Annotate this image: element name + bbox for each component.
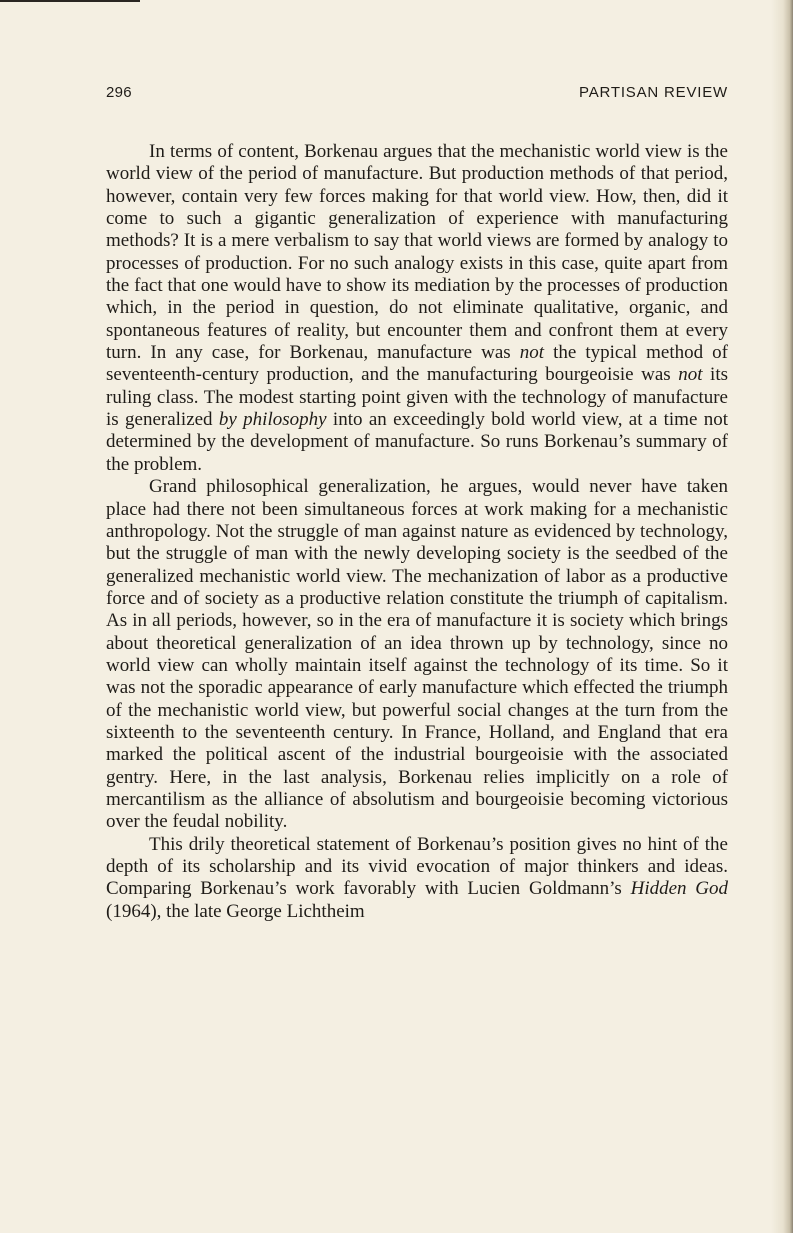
book-title: Hidden God [630, 878, 729, 900]
text-span: Grand philosophical generalization, he argues, would never have taken place had there not been simultaneous forces at work making for a mechanistic anthropology. Not the struggle of man against nature as evidenced by technology, but the struggle of man with the newly developing society is the seedbed of the generalized mechanistic world view. The mechanization of labor as a productive force and of society as a productive relation constitute the triumph of capitalism. As in all periods, however, so in the era of manufacture it is society which brings about theoretical generalization of an idea thrown up by technology, since no world view can wholly maintain itself against the technology of its time. So it was not the sporadic appearance of early manufacture which effected the triumph of the mechanistic world view, but powerful social changes at the turn from the sixteenth to the seventeenth century. In France, Holland, and England that era marked the political ascent of the industrial bourgeoisie with the associated gentry. Here, in the last analysis, Borkenau relies implicitly on a role of mercantilism as the alliance of absolutism and bourgeoisie becoming victorious over the feudal nobility. [106, 476, 728, 833]
text-span: In terms of content, Borkenau argues that the mechanistic world view is the world view of the period of manufacture. But production methods of that period, however, contain very few forces making for that world view. How, then, did it come to such a gigantic generalization of experience with manufacturing methods? It is a mere verbalism to say that world views are formed by analogy to processes of production. For no such analogy exists in this case, quite apart from the fact that one would have to show its mediation by the processes of production which, in the period in question, do not eliminate qualitative, organic, and spontaneous features of reality, but encounter them and confront them at every turn. In any case, for Borkenau, manufacture was [106, 141, 728, 364]
running-head: PARTISAN REVIEW [579, 84, 728, 101]
text-span: into an exceedingly bold world view, at a time not determined by the development of manufacture. So runs Borkenau’s summary of the problem. [106, 409, 728, 475]
italic-emphasis: not [519, 342, 545, 364]
italic-emphasis: not [678, 364, 703, 386]
text-span: (1964), the late George Lichtheim [106, 900, 365, 922]
paragraph-1 [106, 141, 728, 476]
page-number: 296 [106, 84, 132, 101]
paragraph-3 [106, 834, 728, 923]
page-header [106, 84, 728, 104]
text-span: its ruling class. The modest starting point given with the technology of manufacture is generalized [106, 364, 729, 431]
text-span: This drily theoretical statement of Borkenau’s position gives no hint of the depth of its scholarship and its vivid evocation of major thinkers and ideas. Comparing Borkenau’s work favorably with Lucien Goldmann’s [106, 833, 728, 900]
italic-emphasis: by philosophy [218, 409, 327, 431]
book-spine-shadow [771, 0, 793, 1233]
body-text [106, 141, 728, 923]
paragraph-2 [106, 476, 728, 834]
top-rule [0, 0, 140, 2]
text-span: the typical method of seventeenth-century production, and the manufacturing bourgeoisie was [106, 342, 728, 386]
